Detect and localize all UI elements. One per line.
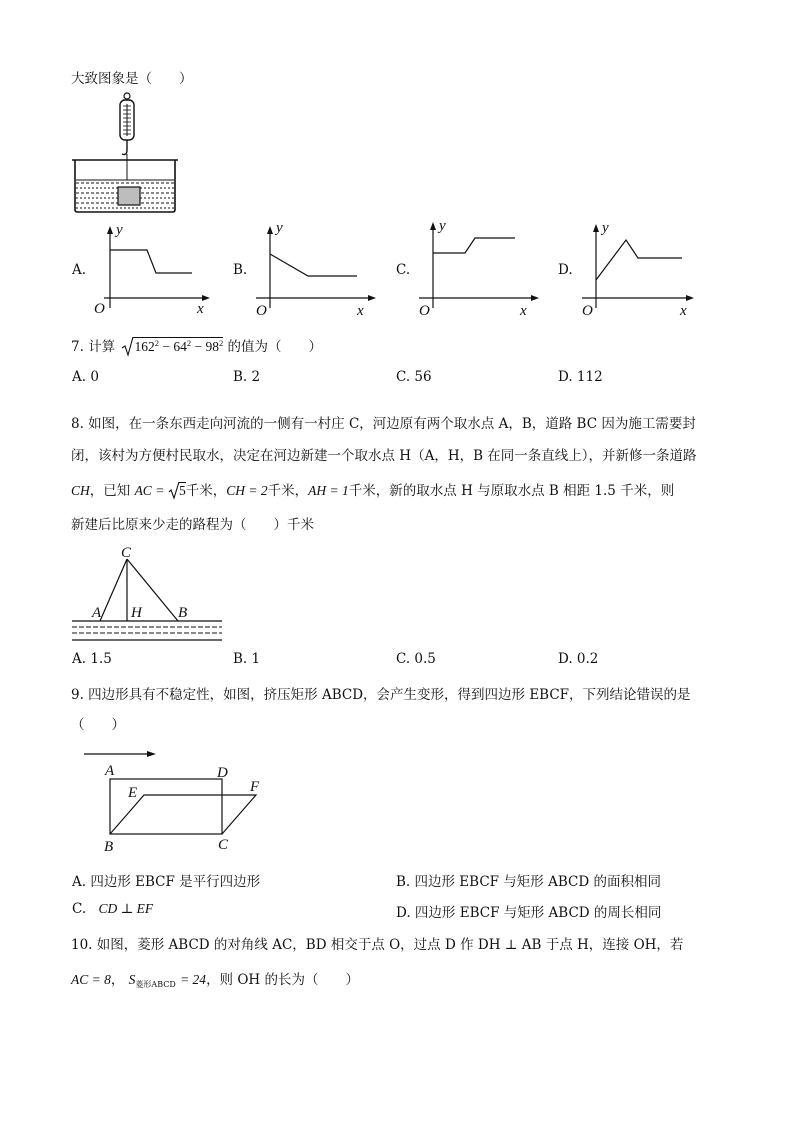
q7-option-a: A. 0 bbox=[72, 369, 99, 385]
q10-tail: ，则 OH 的长为（ ） bbox=[206, 972, 359, 988]
q6c-y-label: y bbox=[439, 218, 446, 234]
q7-minus1: − bbox=[162, 339, 170, 354]
q9-point-a: A bbox=[105, 763, 115, 779]
q8-point-h: H bbox=[131, 605, 142, 621]
q7-option-b: B. 2 bbox=[233, 369, 261, 385]
q7-option-d: D. 112 bbox=[558, 369, 603, 385]
q7-exp1: 2 bbox=[154, 338, 159, 348]
q8-given-tail: 千米，新的取水点 H 与原取水点 B 相距 1.5 千米，则 bbox=[348, 483, 675, 499]
q8-point-c: C bbox=[121, 545, 132, 561]
q9-option-c-math: CD ⊥ EF bbox=[98, 901, 154, 916]
q9-line2: （ ） bbox=[71, 717, 125, 733]
q7-exp2: 2 bbox=[186, 338, 192, 348]
q7-term1: 162 bbox=[134, 339, 155, 354]
q8-km2: 千米， bbox=[267, 483, 309, 499]
q8-line4: 新建后比原来少走的路程为（ ）千米 bbox=[71, 517, 314, 533]
q6a-origin-label: O bbox=[94, 301, 105, 317]
q8-river-figure bbox=[70, 543, 230, 645]
q7-stem bbox=[71, 335, 322, 355]
q10-area-symbol: S bbox=[128, 972, 136, 987]
radical-sign-icon bbox=[168, 481, 180, 501]
q9-option-c bbox=[72, 901, 153, 917]
q8-equals: = bbox=[156, 483, 164, 498]
q8-given-lead: ，已知 bbox=[89, 483, 131, 499]
q9-point-b: B bbox=[104, 839, 114, 855]
q10-ac-value: AC = 8 bbox=[71, 972, 111, 987]
q7-tail: 的值为（ ） bbox=[227, 339, 323, 355]
q8-ac-lhs: AC bbox=[134, 483, 152, 498]
q6-spring-scale-figure bbox=[70, 92, 180, 217]
q6-option-b-label: B. bbox=[233, 262, 248, 278]
q8-option-b: B. 1 bbox=[233, 651, 261, 667]
radical-sign-icon bbox=[121, 336, 135, 358]
q6-option-c-graph bbox=[415, 218, 540, 320]
q6-option-a-label: A. bbox=[72, 262, 87, 278]
q8-option-d: D. 0.2 bbox=[558, 651, 599, 667]
q6c-origin-label: O bbox=[419, 303, 430, 319]
q8-point-a: A bbox=[92, 605, 102, 621]
q7-option-c: C. 56 bbox=[396, 369, 432, 385]
q10-line2: AC = 8， $S_{菱形ABCD} = 24$，则 OH 的长为（ ） bbox=[71, 972, 359, 989]
q8-ch-value: CH = 2 bbox=[226, 483, 268, 498]
q6b-origin-label: O bbox=[256, 303, 267, 319]
q7-minus2: − bbox=[194, 339, 203, 354]
q6c-x-label: x bbox=[520, 303, 527, 319]
q8-root5: 5 bbox=[179, 483, 186, 498]
q9-option-a: A. 四边形 EBCF 是平行四边形 bbox=[72, 874, 261, 890]
q8-km1: 千米， bbox=[185, 483, 227, 499]
q6d-x-label: x bbox=[680, 303, 687, 319]
q9-option-b: B. 四边形 EBCF 与矩形 ABCD 的面积相同 bbox=[396, 874, 661, 890]
q7-lead: 计算 bbox=[88, 339, 116, 355]
q8-point-b: B bbox=[178, 605, 188, 621]
q9-point-d: D bbox=[217, 765, 228, 781]
q9-option-d: D. 四边形 EBCF 与矩形 ABCD 的周长相同 bbox=[396, 905, 662, 921]
q7-radical bbox=[121, 339, 223, 355]
q8-sqrt5 bbox=[168, 483, 186, 499]
q9-quadrilateral-figure bbox=[80, 745, 280, 855]
q9-option-c-letter: C. bbox=[72, 901, 87, 917]
q10-area-value: = 24 bbox=[180, 972, 207, 987]
q10-line1: 10. 如图，菱形 ABCD 的对角线 AC，BD 相交于点 O，过点 D 作 DH ⊥ AB 于点 H，连接 OH，若 bbox=[71, 937, 684, 953]
q6d-origin-label: O bbox=[582, 303, 593, 319]
q6-tail-text: 大致图象是（ ） bbox=[71, 71, 193, 87]
q7-term2: 64 bbox=[173, 339, 187, 354]
q9-point-f: F bbox=[250, 779, 260, 795]
q6d-y-label: y bbox=[602, 220, 609, 236]
q6-option-d-graph bbox=[578, 218, 703, 320]
q10-area-subscript: 菱形ABCD bbox=[135, 980, 176, 989]
q8-line1: 8. 如图，在一条东西走向河流的一侧有一村庄 C，河边原有两个取水点 A，B，道路 BC 因为施工需要封 bbox=[71, 416, 696, 432]
q8-line3 bbox=[71, 479, 674, 499]
q6-option-d-label: D. bbox=[558, 262, 573, 278]
q9-point-e: E bbox=[128, 785, 138, 801]
q6b-y-label: y bbox=[276, 220, 283, 236]
q8-option-c: C. 0.5 bbox=[396, 651, 436, 667]
q7-term3: 98 bbox=[205, 339, 219, 354]
q6-option-c-label: C. bbox=[396, 262, 411, 278]
q8-option-a: A. 1.5 bbox=[72, 651, 112, 667]
q9-line1: 9. 四边形具有不稳定性，如图，挤压矩形 ABCD，会产生变形，得到四边形 EBCF，下列结论错误的是 bbox=[71, 687, 691, 703]
q7-exp3: 2 bbox=[218, 338, 224, 348]
q6-option-b-graph bbox=[252, 218, 377, 320]
q7-number: 7. bbox=[71, 339, 84, 355]
q8-ah-value: AH = 1 bbox=[308, 483, 349, 498]
q8-line2: 闭，该村为方便村民取水，决定在河边新建一个取水点 H（A，H，B 在同一条直线上），并新修一条道路 bbox=[71, 448, 697, 464]
q8-ch-var: CH bbox=[71, 483, 90, 498]
q6b-x-label: x bbox=[357, 303, 364, 319]
q9-point-c: C bbox=[218, 837, 229, 853]
q6a-y-label: y bbox=[116, 222, 123, 238]
q6a-x-label: x bbox=[197, 301, 204, 317]
q6-option-a-graph bbox=[92, 220, 217, 320]
